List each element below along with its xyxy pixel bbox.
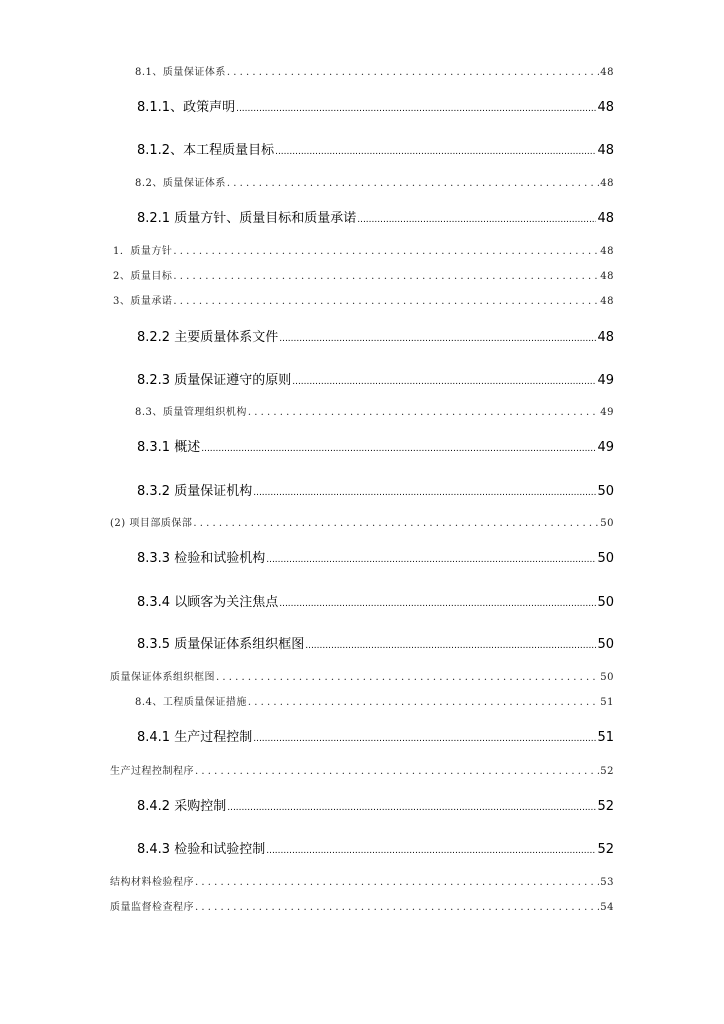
toc-entry-label: 8.1.2、本工程质量目标: [137, 143, 275, 158]
toc-entry-label: 8.3、质量管理组织机构: [135, 407, 247, 418]
toc-page-number: 48: [600, 246, 614, 257]
toc-page-number: 52: [597, 842, 614, 857]
toc-page-number: 48: [597, 330, 614, 345]
toc-page-number: 50: [597, 637, 614, 652]
toc-entry-label: 8.3.1 概述: [137, 440, 201, 455]
toc-entry-label: 8.2、质量保证体系: [135, 178, 226, 189]
toc-entry-label: 1．质量方针: [113, 246, 173, 257]
toc-entry-label: 8.3.2 质量保证机构: [137, 484, 253, 499]
toc-page-number: 48: [600, 271, 614, 282]
toc-page-number: 51: [597, 730, 614, 745]
toc-leader-dots: [253, 488, 596, 498]
toc-page-number: 48: [597, 211, 614, 226]
toc-leader-dots: [275, 147, 596, 157]
toc-leader-dots: [357, 215, 596, 225]
toc-entry-8-3[interactable]: [135, 403, 614, 418]
toc-entry-quality-supervision-procedure[interactable]: [110, 898, 614, 913]
toc-leader-dots: [173, 246, 599, 257]
toc-entry-8-1[interactable]: [135, 63, 614, 78]
toc-entry-8-2-2[interactable]: [137, 326, 614, 345]
toc-entry-production-control-procedure[interactable]: [110, 762, 614, 777]
toc-page-number: 50: [597, 484, 614, 499]
toc-page-number: 48: [597, 100, 614, 115]
toc-entry-label: 8.4.2 采购控制: [137, 799, 227, 814]
toc-page-number: 50: [600, 672, 614, 683]
toc-leader-dots: [227, 803, 596, 813]
toc-leader-dots: [201, 444, 596, 454]
toc-entry-label: 8.1、质量保证体系: [135, 67, 226, 78]
toc-entry-8-2-1[interactable]: [137, 207, 614, 226]
toc-entry-8-3-1[interactable]: [137, 436, 614, 455]
toc-entry-8-2[interactable]: [135, 174, 614, 189]
toc-page-number: 48: [600, 296, 614, 307]
toc-page-number: 48: [600, 178, 614, 189]
toc-page-number: 49: [597, 440, 614, 455]
toc-page-number: 50: [597, 551, 614, 566]
toc-entry-project-qa-dept[interactable]: [110, 514, 614, 529]
toc-leader-dots: [248, 697, 599, 708]
toc-entry-quality-commitment[interactable]: [113, 292, 614, 307]
toc-leader-dots: [173, 296, 599, 307]
toc-page-number: 48: [597, 143, 614, 158]
toc-entry-qa-org-chart[interactable]: [110, 668, 614, 683]
toc-entry-label: 结构材料检验程序: [110, 877, 194, 888]
toc-entry-label: 8.4、工程质量保证措施: [135, 697, 247, 708]
toc-page-number: 50: [597, 595, 614, 610]
toc-leader-dots: [253, 734, 596, 744]
toc-leader-dots: [227, 178, 599, 189]
toc-entry-8-4-1[interactable]: [137, 726, 614, 745]
toc-page-number: 53: [600, 877, 614, 888]
toc-entry-8-4-2[interactable]: [137, 795, 614, 814]
toc-entry-label: 3、质量承诺: [113, 296, 173, 307]
toc-entry-8-1-1[interactable]: [137, 96, 614, 115]
toc-leader-dots: [227, 67, 599, 78]
toc-entry-8-4[interactable]: [135, 693, 614, 708]
toc-page-number: 51: [600, 697, 614, 708]
toc-leader-dots: [173, 271, 599, 282]
toc-page-number: 54: [600, 902, 614, 913]
toc-leader-dots: [279, 334, 596, 344]
toc-entry-quality-policy[interactable]: [113, 242, 614, 257]
toc-entry-label: 8.3.5 质量保证体系组织框图: [137, 637, 305, 652]
toc-leader-dots: [195, 902, 599, 913]
toc-entry-label: 8.3.4 以顾客为关注焦点: [137, 595, 279, 610]
toc-leader-dots: [266, 846, 596, 856]
toc-page-number: 48: [600, 67, 614, 78]
toc-page-number: 49: [600, 407, 614, 418]
toc-entry-label: 8.4.3 检验和试验控制: [137, 842, 266, 857]
toc-entry-quality-goal[interactable]: [113, 267, 614, 282]
toc-entry-label: 8.1.1、政策声明: [137, 100, 236, 115]
toc-entry-label: 质量监督检查程序: [110, 902, 194, 913]
toc-leader-dots: [195, 766, 599, 777]
toc-entry-label: 8.4.1 生产过程控制: [137, 730, 253, 745]
toc-entry-8-1-2[interactable]: [137, 139, 614, 158]
toc-entry-label: 2、质量目标: [113, 271, 173, 282]
toc-leader-dots: [236, 104, 596, 114]
toc-entry-8-3-4[interactable]: [137, 591, 614, 610]
toc-entry-8-4-3[interactable]: [137, 838, 614, 857]
toc-leader-dots: [195, 877, 599, 888]
toc-page-number: 52: [597, 799, 614, 814]
toc-entry-label: 8.2.2 主要质量体系文件: [137, 330, 279, 345]
toc-entry-8-3-5[interactable]: [137, 633, 614, 652]
toc-leader-dots: [305, 641, 596, 651]
toc-entry-8-3-3[interactable]: [137, 547, 614, 566]
toc-entry-label: 8.2.3 质量保证遵守的原则: [137, 373, 292, 388]
toc-leader-dots: [279, 599, 596, 609]
toc-page-number: 50: [600, 518, 614, 529]
toc-entry-material-inspection-procedure[interactable]: [110, 873, 614, 888]
toc-entry-label: 生产过程控制程序: [110, 766, 194, 777]
toc-entry-label: 8.2.1 质量方针、质量目标和质量承诺: [137, 211, 357, 226]
toc-page-number: 49: [597, 373, 614, 388]
toc-leader-dots: [266, 555, 596, 565]
toc-entry-8-2-3[interactable]: [137, 369, 614, 388]
toc-entry-label: 8.3.3 检验和试验机构: [137, 551, 266, 566]
toc-leader-dots: [193, 518, 599, 529]
toc-page-number: 52: [600, 766, 614, 777]
toc-entry-label: (2) 项目部质保部: [110, 518, 193, 529]
toc-leader-dots: [216, 672, 599, 683]
toc-entry-label: 质量保证体系组织框图: [110, 672, 215, 683]
toc-leader-dots: [292, 377, 596, 387]
toc-leader-dots: [248, 407, 599, 418]
toc-entry-8-3-2[interactable]: [137, 480, 614, 499]
